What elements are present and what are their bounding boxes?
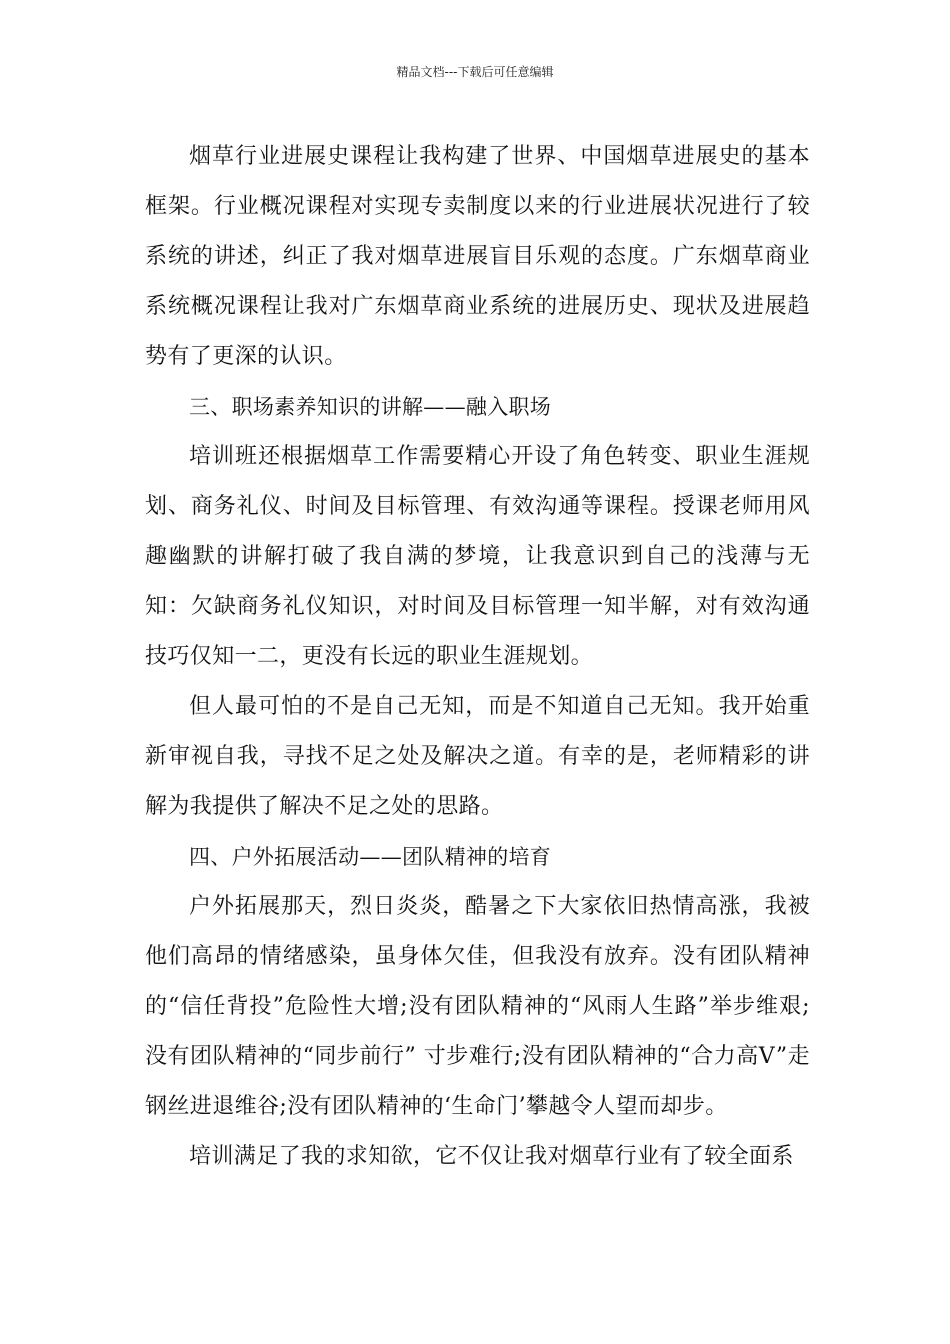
paragraph-workplace-courses: 培训班还根据烟草工作需要精心开设了角色转变、职业生涯规划、商务礼仪、时间及目标管理、有效沟通等课程。授课老师用风趣幽默的讲解打破了我自满的梦境，让我意识到自己的浅薄与无知：欠缺商务礼仪知识，对时间及目标管理一知半解，对有效沟通技巧仅知一二，更没有长远的职业生涯规划。 — [145, 444, 810, 669]
document-body — [145, 132, 810, 1182]
paragraph-industry-history: 烟草行业进展史课程让我构建了世界、中国烟草进展史的基本框架。行业概况课程对实现专卖制度以来的行业进展状况进行了较系统的讲述，纠正了我对烟草进展盲目乐观的态度。广东烟草商业系统概况课程让我对广东烟草商业系统的进展历史、现状及进展趋势有了更深的认识。 — [145, 144, 810, 369]
paragraph-self-reflection: 但人最可怕的不是自己无知，而是不知道自己无知。我开始重新审视自我，寻找不足之处及解决之道。有幸的是，老师精彩的讲解为我提供了解决不足之处的思路。 — [145, 694, 810, 819]
paragraph-conclusion: 培训满足了我的求知欲，它不仅让我对烟草行业有了较全面系 — [189, 1144, 794, 1169]
section-heading-3: 三、职场素养知识的讲解——融入职场 — [189, 395, 552, 419]
section-heading-4: 四、户外拓展活动——团队精神的培育 — [189, 845, 552, 869]
paragraph-outdoor-activities: 户外拓展那天，烈日炎炎，酷暑之下大家依旧热情高涨，我被他们高昂的情绪感染，虽身体欠佳，但我没有放弃。没有团队精神的“信任背投”危险性大增;没有团队精神的“风雨人生路”举步维艰;没有团队精神的“同步前行” 寸步难行;没有团队精神的“合力高V”走钢丝进退维谷;没有团队精神的‘生命门’攀越令人望而却步。 — [145, 894, 810, 1119]
page-header: 精品文档---下载后可任意编辑 — [396, 65, 554, 79]
